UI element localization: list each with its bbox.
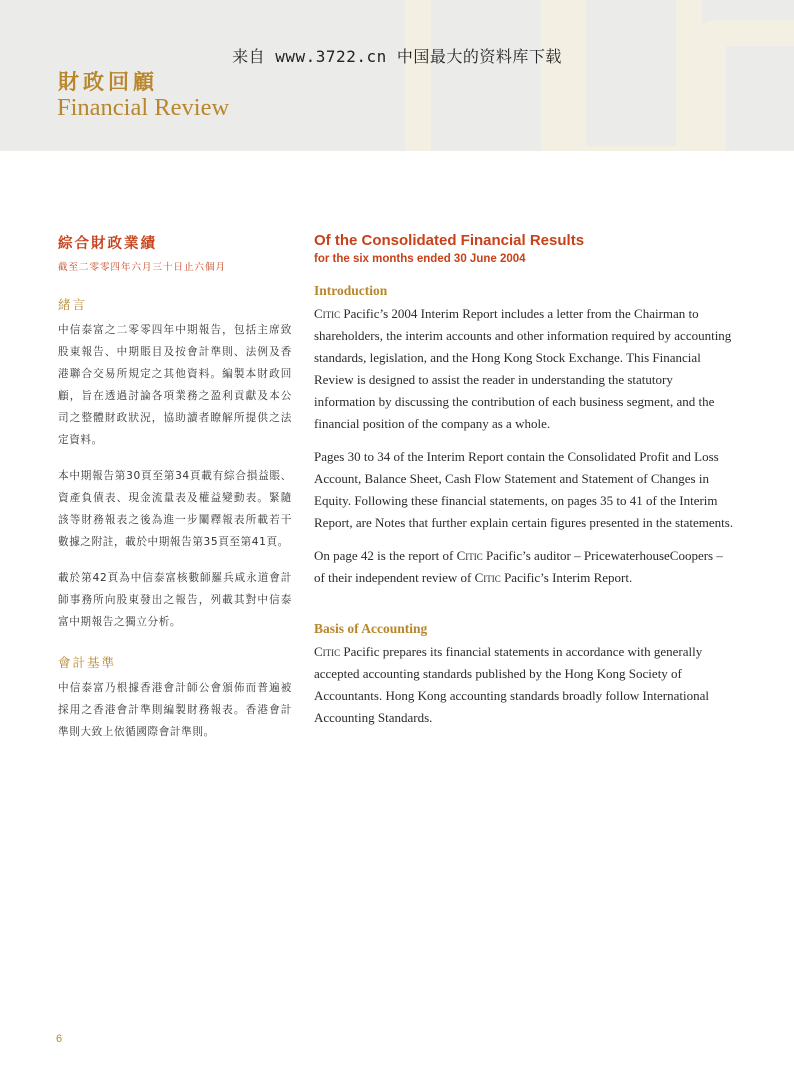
english-column (314, 232, 734, 729)
statements-paragraph-en: Pages 30 to 34 of the Interim Report contain the Consolidated Profit and Loss Account, Balance Sheet, Cash Flow Statement and Statement of Changes in Equity. Following these financial statements, on pages 35 to 41 of the Interim Report, are Notes that further explain certain figures presented in the statements. (314, 449, 734, 530)
intro-text: Pacific’s 2004 Interim Report includes a letter from the Chairman to shareholders, the interim accounts and other information required by accounting standards, legislation, and the Hong Kong Stock Exchange. This Financial Review is designed to assist the reader in understanding the statutory information by discussing the contribution of each business segment, and the financial position of the company as a whole. (314, 306, 732, 431)
page-title-en: Financial Review (57, 94, 230, 121)
auditor-text-a: On page 42 is the report of (314, 548, 457, 563)
seal-decoration (560, 0, 702, 151)
section-subheading-en: for the six months ended 30 June 2004 (314, 253, 526, 265)
basis-text: Pacific prepares its financial statements in accordance with generally accepted accounting standards published by the Hong Kong Society of Accountants. Hong Kong accounting standards broadly follow International Accounting Standards. (314, 644, 709, 725)
statements-paragraph-zh: 本中期報告第30頁至第34頁載有綜合損益賬、資產負債表、現金流量表及權益變動表。緊隨該等財務報表之後為進一步闡釋報表所載若干數據之附註，載於中期報告第35頁至第41頁。 (58, 470, 292, 548)
intro-title-zh: 緒言 (58, 297, 88, 312)
download-watermark: 来自 www.3722.cn 中国最大的资料库下载 (232, 47, 562, 66)
seal-decoration (700, 20, 794, 151)
brand-name: Citic (456, 548, 483, 563)
basis-paragraph-zh: 中信泰富乃根據香港會計師公會頒佈而普遍被採用之香港會計準則編製財務報表。香港會計準則大致上依循國際會計準則。 (58, 682, 292, 738)
seal-decoration (405, 0, 567, 151)
page-title-zh: 財政回顧 (58, 69, 158, 94)
auditor-paragraph-en (314, 545, 734, 589)
basis-title-zh: 會計基準 (58, 655, 117, 670)
basis-title-en: Basis of Accounting (314, 621, 428, 636)
page-number: 6 (56, 1033, 63, 1045)
section-heading-zh: 綜合財政業績 (58, 236, 157, 252)
intro-title-en: Introduction (314, 283, 388, 298)
chinese-column (58, 232, 292, 743)
brand-name: Citic (314, 644, 341, 659)
auditor-paragraph-zh: 載於第42頁為中信泰富核數師羅兵咸永道會計師事務所向股東發出之報告，列載其對中信泰富中期報告之獨立分析。 (58, 572, 292, 628)
section-heading-en: Of the Consolidated Financial Results (314, 232, 585, 249)
brand-name: Citic (314, 306, 341, 321)
auditor-text-b: Pacific’s auditor – PricewaterhouseCoopers – of their independent review of (314, 548, 723, 585)
basis-paragraph-en (314, 641, 734, 729)
auditor-text-c: Pacific’s Interim Report. (500, 570, 633, 585)
section-subheading-zh: 截至二零零四年六月三十日止六個月 (58, 262, 227, 273)
intro-paragraph-zh: 中信泰富之二零零四年中期報告，包括主席致股東報告、中期賬目及按會計準則、法例及香港聯合交易所規定之其他資料。編製本財政回顧，旨在透過討論各項業務之盈利貢獻及本公司之整體財政狀況，協助讀者瞭解所提供之法定資料。 (58, 324, 292, 446)
intro-paragraph-en (314, 303, 734, 435)
brand-name: Citic (474, 570, 501, 585)
